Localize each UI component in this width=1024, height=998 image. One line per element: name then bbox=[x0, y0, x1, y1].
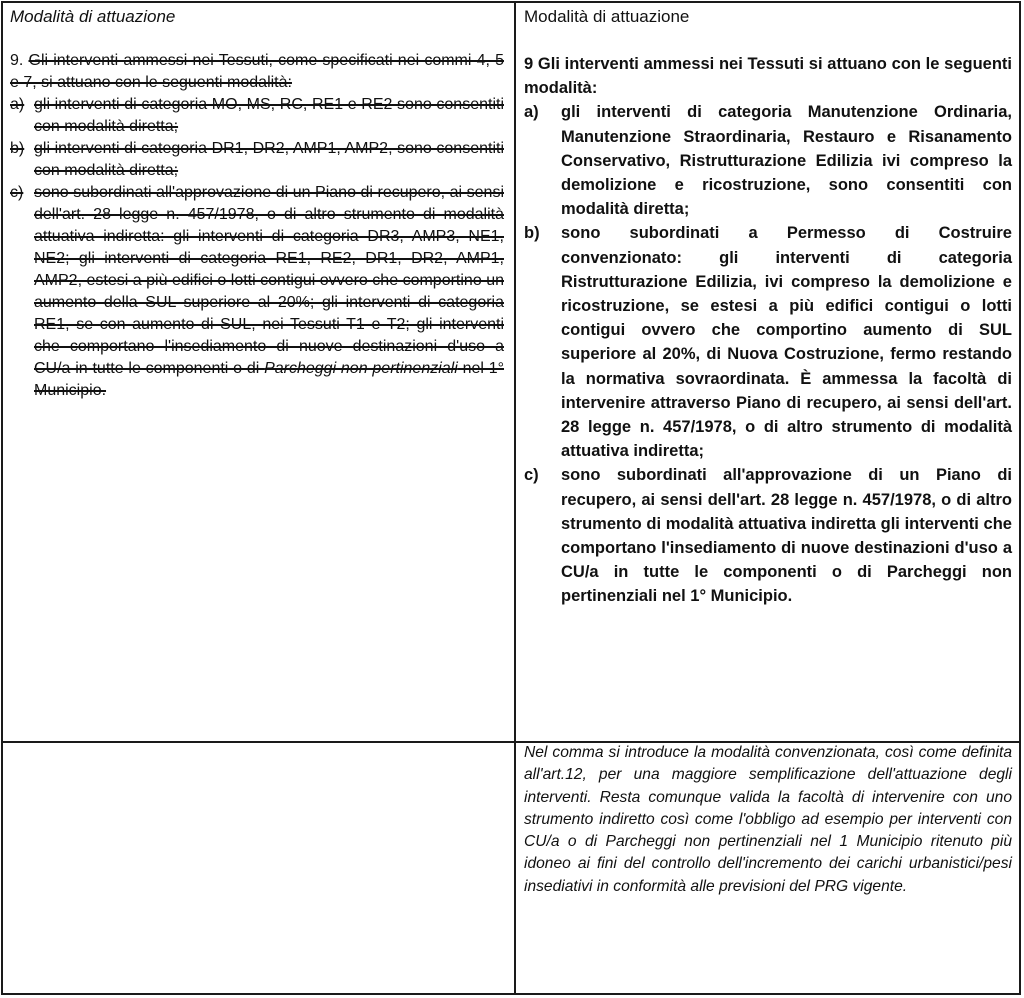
old-item-c bbox=[10, 182, 504, 402]
old-item-text bbox=[34, 182, 504, 402]
old-item-text-italic: Parcheggi non pertinenziali bbox=[264, 360, 458, 377]
new-text-cell bbox=[524, 6, 1012, 609]
old-item-text-main: sono subordinati all'approvazione di un Piano di recupero, ai sensi dell'art. 28 legge n. 457/1978, o di altro strumento di modalità attuativa indiretta: gli interventi di categoria DR3, AMP3, NE1, NE2; gli interventi di categoria RE1, RE2, DR1, DR2, AMP1, AMP2, estesi a più edifici o lotti contigui ovvero che comportino un aumento della SUL superiore al 20%; gli interventi di categoria RE1, se con aumento di SUL, nei Tessuti T1 e T2; gli interventi che comportano l'insediamento di nuove destinazioni d'uso a CU/a in tutte le componenti o di bbox=[34, 184, 504, 377]
column-divider bbox=[514, 3, 516, 993]
comparison-table bbox=[1, 1, 1021, 995]
new-header: Modalità di attuazione bbox=[524, 7, 690, 26]
old-intro-text: Gli interventi ammessi nei Tessuti, come specificati nei commi 4, 5 e 7, si attuano con le seguenti modalità: bbox=[10, 52, 504, 91]
old-item-text: gli interventi di categoria DR1, DR2, AMP1, AMP2, sono consentiti con modalità diretta; bbox=[34, 140, 504, 179]
note-cell bbox=[524, 742, 1012, 898]
new-item-b bbox=[524, 221, 1012, 463]
new-item-marker: a) bbox=[524, 103, 539, 122]
new-item-text: sono subordinati all'approvazione di un Piano di recupero, ai sensi dell'art. 28 legge n. 457/1978, o di altro strumento di modalità attuativa indiretta gli interventi che comportano l'insediamento di nuove destinazioni d'uso a CU/a in tutte le componenti o di Parcheggi non pertinenziali nel 1° Municipio. bbox=[561, 466, 1012, 606]
old-item-a bbox=[10, 94, 504, 138]
old-item-marker: a) bbox=[10, 96, 25, 113]
old-item-marker: c) bbox=[10, 184, 24, 201]
new-item-a bbox=[524, 100, 1012, 221]
new-item-marker: c) bbox=[524, 466, 539, 485]
new-intro: 9 Gli interventi ammessi nei Tessuti si attuano con le seguenti modalità: bbox=[524, 55, 1012, 98]
old-item-text-end: nel 1° Municipio. bbox=[34, 360, 505, 399]
old-item-b bbox=[10, 138, 504, 182]
new-item-marker: b) bbox=[524, 224, 540, 243]
new-item-c bbox=[524, 463, 1012, 608]
old-body bbox=[10, 50, 504, 402]
old-item-marker: b) bbox=[10, 140, 25, 157]
old-intro bbox=[10, 50, 504, 94]
new-item-text: gli interventi di categoria Manutenzione Ordinaria, Manutenzione Straordinaria, Restauro e Risanamento Conservativo, Ristrutturazione Edilizia ivi compreso la demolizione e ricostruzione, sono consentiti con modalità diretta; bbox=[561, 103, 1012, 219]
old-header: Modalità di attuazione bbox=[10, 7, 176, 26]
old-text-cell bbox=[10, 6, 504, 402]
new-item-text: sono subordinati a Permesso di Costruire convenzionato: gli interventi di categoria Ristrutturazione Edilizia, ivi compreso la demolizione e ricostruzione, se estesi a più edifici contigui o lotti contigui ovvero che comportino aumento di SUL superiore al 20%, di Nuova Costruzione, fermo restando la normativa sovraordinata. È ammessa la facoltà di intervenire attraverso Piano di recupero, ai sensi dell'art. 28 legge n. 457/1978, o di altro strumento di modalità attuativa indiretta; bbox=[561, 224, 1012, 461]
old-item-text: gli interventi di categoria MO, MS, RC, RE1 e RE2 sono consentiti con modalità diretta; bbox=[34, 96, 504, 135]
note-text: Nel comma si introduce la modalità convenzionata, così come definita all'art.12, per una maggiore semplificazione dell'attuazione degli interventi. Resta comunque valida la facoltà di intervenire con uno strumento indiretto così come l'obbligo ad esempio per interventi con CU/a o di Parcheggi non pertinenziali nel 1 Municipio ritenuto più idoneo ai fini del controllo dell'incremento dei carichi urbanistici/pesi insediativi in conformità alle previsioni del PRG vigente. bbox=[524, 744, 1012, 895]
new-body bbox=[524, 52, 1012, 609]
old-intro-num: 9. bbox=[10, 52, 24, 69]
